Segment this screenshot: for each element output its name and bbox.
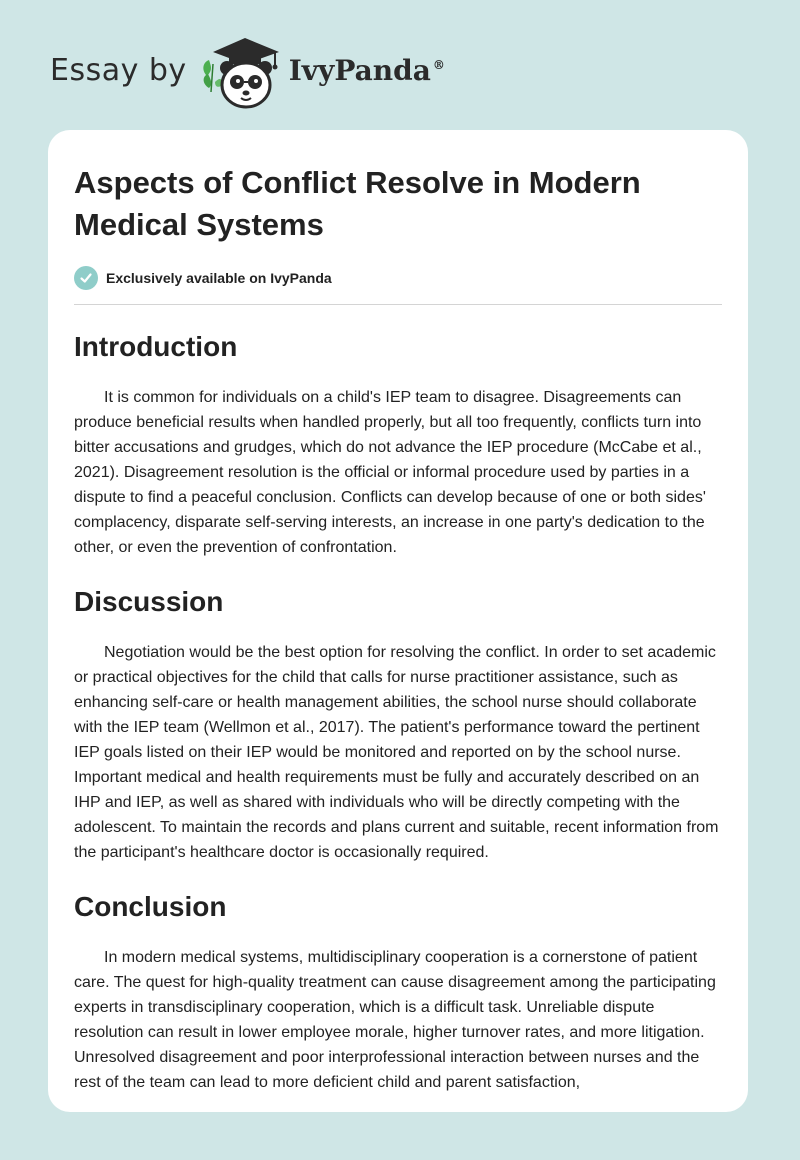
exclusive-badge bbox=[74, 266, 722, 305]
section-body-introduction: It is common for individuals on a child's IEP team to disagree. Disagreements can produce beneficial results when handled properly, but all too frequently, conflicts turn into bitter accusations and grudges, which do not advance the IEP procedure (McCabe et al., 2021). Disagreement resolution is the official or informal procedure used by parties in a dispute to find a peaceful conclusion. Conflicts can develop because of one or both sides' complacency, disparate self-serving interests, an increase in one party's dedication to the other, or even the prevention of confrontation. bbox=[74, 389, 706, 556]
essay-by-label: Essay by bbox=[50, 52, 187, 88]
section-body-discussion: Negotiation would be the best option for resolving the conflict. In order to set academic or practical objectives for the child that calls for nurse practitioner assistance, such as enhancing self-care or health management abilities, the school nurse should collaborate with the IEP team (Wellmon et al., 2017). The patient's performance toward the pertinent IEP goals listed on their IEP would be monitored and reported on by the school nurse. Important medical and health requirements must be fully and accurately described on an IHP and IEP, as well as shared with individuals who will be directly competing with the adolescent. To maintain the records and plans current and suitable, recent information from the participant's healthcare doctor is occasionally required. bbox=[74, 644, 719, 861]
brand-name[interactable]: IvyPanda ® bbox=[288, 53, 445, 87]
article-card bbox=[48, 130, 748, 1112]
section-heading-introduction: Introduction bbox=[74, 331, 238, 362]
article-title: Aspects of Conflict Resolve in Modern Medical Systems bbox=[74, 165, 641, 242]
ivy-leaf-icon bbox=[203, 60, 221, 92]
section-heading-conclusion: Conclusion bbox=[74, 891, 227, 922]
check-icon bbox=[74, 266, 98, 290]
panda-logo-icon[interactable] bbox=[199, 30, 285, 110]
badge-text: Exclusively available on IvyPanda bbox=[106, 270, 332, 286]
registered-mark: ® bbox=[432, 58, 445, 73]
section-heading-discussion: Discussion bbox=[74, 586, 224, 617]
section-body-conclusion: In modern medical systems, multidisciplinary cooperation is a cornerstone of patient care. The quest for high-quality treatment can cause disagreement among the participating experts in transdisciplinary cooperation, which is a difficult task. Unreliable dispute resolution can result in lower employee morale, higher turnover rates, and more litigation. Unresolved disagreement and poor interprofessional interaction between nurses and the rest of the team can lead to more deficient child and parent satisfaction, bbox=[74, 949, 716, 1091]
site-header bbox=[50, 30, 445, 110]
